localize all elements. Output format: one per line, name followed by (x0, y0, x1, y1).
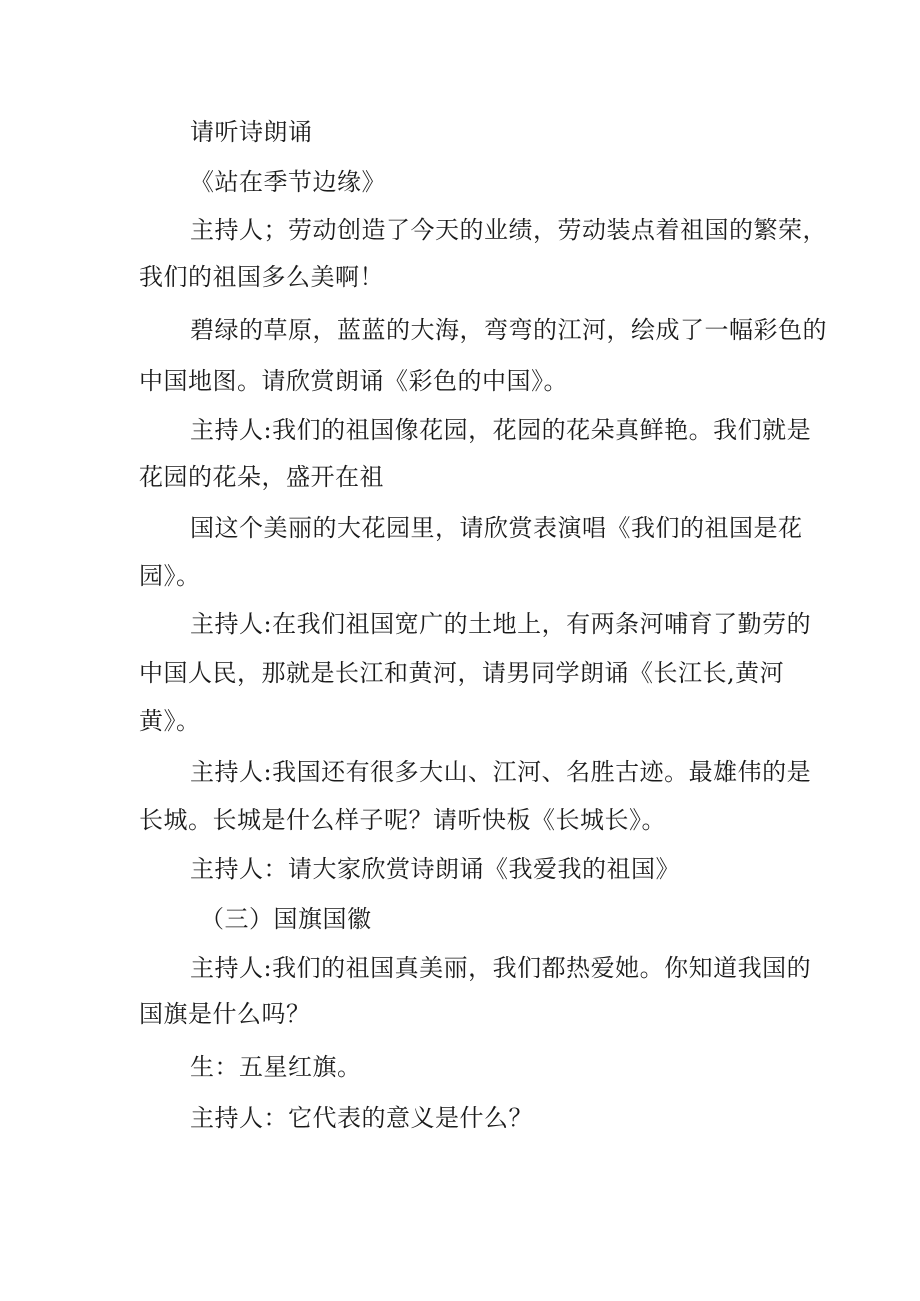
text-line: 主持人:我们的祖国像花园，花园的花朵真鲜艳。我们就是 (190, 416, 812, 444)
text-line: 主持人:我们的祖国真美丽，我们都热爱她。你知道我国的 (190, 954, 812, 982)
text-line: 我们的祖国多么美啊！ (139, 263, 384, 291)
text-line: 请听诗朗诵 (190, 118, 313, 146)
text-line: 主持人：请大家欣赏诗朗诵《我爱我的祖国》 (190, 855, 680, 883)
text-line: 国旗是什么吗？ (139, 1000, 311, 1028)
section-heading: （三）国旗国徽 (200, 905, 372, 933)
text-line: 主持人：它代表的意义是什么？ (190, 1104, 533, 1132)
text-line: 园》。 (139, 562, 201, 590)
text-line: 主持人；劳动创造了今天的业绩，劳动装点着祖国的繁荣， (190, 216, 827, 244)
text-line: 中国人民，那就是长江和黄河，请男同学朗诵《长江长,黄河 (139, 659, 785, 687)
text-line: 国这个美丽的大花园里，请欣赏表演唱《我们的祖国是花 (190, 514, 803, 542)
text-line: 黄》。 (139, 707, 201, 735)
text-line: 中国地图。请欣赏朗诵《彩色的中国》。 (139, 367, 568, 395)
text-line: 花园的花朵，盛开在祖 (139, 463, 384, 491)
text-line: 生：五星红旗。 (190, 1053, 362, 1081)
text-line: 主持人:我国还有很多大山、江河、名胜古迹。最雄伟的是 (190, 758, 812, 786)
text-line: 长城。长城是什么样子呢？请听快板《长城长》。 (139, 806, 666, 834)
text-line: 碧绿的草原，蓝蓝的大海，弯弯的江河，绘成了一幅彩色的 (190, 316, 827, 344)
text-line: 主持人:在我们祖国宽广的土地上，有两条河哺育了勤劳的 (190, 610, 812, 638)
text-line: 《站在季节边缘》 (190, 168, 386, 196)
